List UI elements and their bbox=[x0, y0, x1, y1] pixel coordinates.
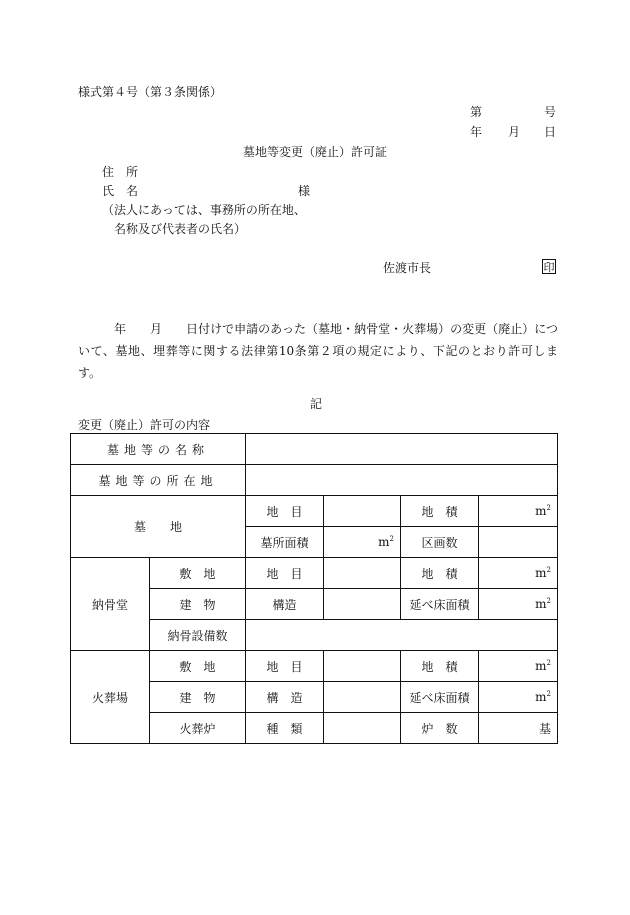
label-shikichi: 敷 地 bbox=[150, 651, 246, 682]
date-month: 月 bbox=[508, 125, 521, 139]
honorific: 様 bbox=[298, 184, 311, 198]
number-suffix: 号 bbox=[544, 105, 557, 119]
permit-content-table bbox=[70, 433, 558, 744]
label-kozo: 構造 bbox=[246, 589, 324, 620]
field-nokotsudo-chimoku[interactable] bbox=[324, 558, 401, 589]
section-label: 変更（廃止）許可の内容 bbox=[78, 418, 211, 432]
field-nokotsu-setsubi[interactable] bbox=[246, 620, 558, 651]
name-label: 氏 名 bbox=[102, 184, 139, 198]
field-kasoba-chiseki[interactable]: $m^2$ bbox=[479, 651, 558, 682]
label-shikichi: 敷 地 bbox=[150, 558, 246, 589]
date-year: 年 bbox=[470, 125, 483, 139]
field-nokotsudo-nobe-yuka[interactable]: $m^2$ bbox=[479, 589, 558, 620]
field-kasoro-shurui[interactable] bbox=[324, 713, 401, 744]
label-chiseki: 地 積 bbox=[401, 496, 479, 527]
label-bochi: 墓 地 bbox=[71, 496, 246, 558]
field-bosho-menseki[interactable]: $m^2$ bbox=[324, 527, 401, 558]
label-kasoro: 火葬炉 bbox=[150, 713, 246, 744]
form-label: 様式第４号（第３条関係） bbox=[78, 85, 223, 99]
table-row bbox=[71, 434, 558, 465]
seal-stamp: 印 bbox=[543, 261, 555, 274]
label-bochito-location: 墓地等の所在地 bbox=[71, 465, 246, 496]
label-chimoku: 地 目 bbox=[246, 651, 324, 682]
field-bochito-name[interactable] bbox=[246, 434, 558, 465]
number-prefix: 第 bbox=[470, 105, 483, 119]
field-kasoba-chimoku[interactable] bbox=[324, 651, 401, 682]
table-row bbox=[71, 558, 558, 589]
field-nokotsudo-chiseki[interactable]: $m^2$ bbox=[479, 558, 558, 589]
address-label: 住 所 bbox=[102, 165, 139, 179]
field-nokotsudo-kozo[interactable] bbox=[324, 589, 401, 620]
table-row bbox=[71, 496, 558, 527]
field-kasoro-rosu[interactable]: 基 bbox=[479, 713, 558, 744]
label-nokotsu-setsubi: 納骨設備数 bbox=[150, 620, 246, 651]
label-kukakusu: 区画数 bbox=[401, 527, 479, 558]
label-kasoba: 火葬場 bbox=[71, 651, 150, 744]
label-chimoku: 地 目 bbox=[246, 558, 324, 589]
document-title: 墓地等変更（廃止）許可証 bbox=[243, 145, 388, 159]
issuer: 佐渡市長 bbox=[383, 261, 432, 275]
table-row bbox=[71, 651, 558, 682]
body-paragraph: 年 月 日付けで申請のあった（墓地・納骨堂・火葬場）の変更（廃止）について、墓地、埋葬等に関する法律第10条第２項の規定により、下記のとおり許可します。 bbox=[78, 322, 558, 380]
field-bochi-chimoku[interactable] bbox=[324, 496, 401, 527]
field-kasoba-kozo[interactable] bbox=[324, 682, 401, 713]
field-bochito-location[interactable] bbox=[246, 465, 558, 496]
label-bosho-menseki: 墓所面積 bbox=[246, 527, 324, 558]
table-row bbox=[71, 465, 558, 496]
label-shurui: 種 類 bbox=[246, 713, 324, 744]
label-nokotsudo: 納骨堂 bbox=[71, 558, 150, 651]
label-chiseki: 地 積 bbox=[401, 651, 479, 682]
corp-note-line2: 名称及び代表者の氏名） bbox=[114, 222, 247, 236]
label-nobe-yuka: 延べ床面積 bbox=[401, 682, 479, 713]
label-nobe-yuka: 延べ床面積 bbox=[401, 589, 479, 620]
ki-heading: 記 bbox=[310, 397, 323, 411]
field-kasoba-nobe-yuka[interactable]: $m^2$ bbox=[479, 682, 558, 713]
corp-note-line1: （法人にあっては、事務所の所在地、 bbox=[102, 203, 306, 217]
label-tatemono: 建 物 bbox=[150, 682, 246, 713]
field-kukakusu[interactable] bbox=[479, 527, 558, 558]
label-bochito-name: 墓地等の名称 bbox=[71, 434, 246, 465]
label-kozo: 構 造 bbox=[246, 682, 324, 713]
field-bochi-chiseki[interactable]: $m^2$ bbox=[479, 496, 558, 527]
label-rosu: 炉 数 bbox=[401, 713, 479, 744]
date-day: 日 bbox=[544, 125, 557, 139]
label-tatemono: 建 物 bbox=[150, 589, 246, 620]
label-chiseki: 地 積 bbox=[401, 558, 479, 589]
label-chimoku: 地 目 bbox=[246, 496, 324, 527]
